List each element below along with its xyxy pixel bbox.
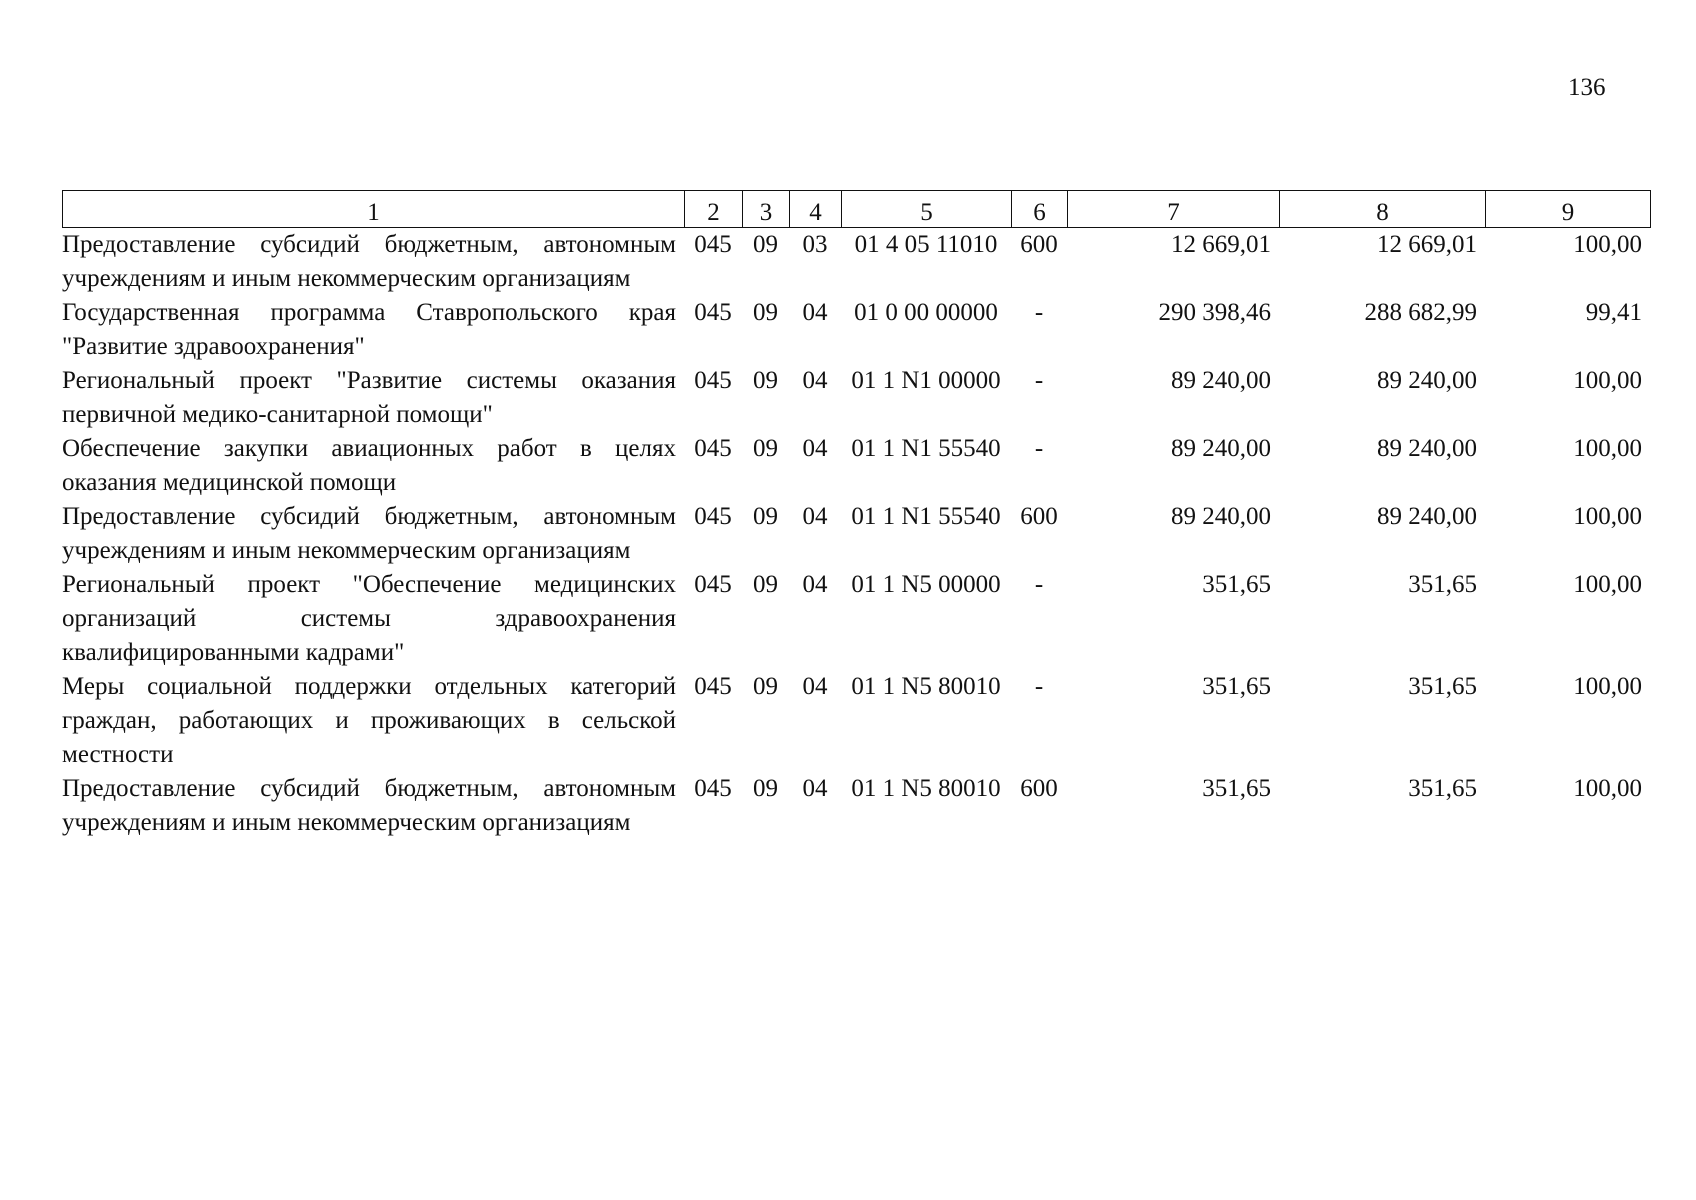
executed-amount: 89 240,00 [1377,503,1477,530]
admin-code: 045 [694,775,732,802]
subsection-code: 04 [802,299,828,326]
budget-table [62,228,1650,840]
executed-amount: 89 240,00 [1377,367,1477,394]
subsection-code: 04 [802,503,828,530]
target-article-code: 01 4 05 11010 [854,231,998,258]
item-name: Предоставление субсидий бюджетным, автономным учреждениям и иным некоммерческим организациям [62,231,676,292]
section-code: 09 [753,673,778,700]
expense-type-code: - [1034,367,1044,394]
section-code: 09 [753,571,778,598]
executed-amount: 351,65 [1408,571,1477,598]
table-row [62,670,1650,772]
table-row [62,772,1650,840]
target-article-code: 01 1 N5 80010 [851,673,1001,700]
item-name: Государственная программа Ставропольского края "Развитие здравоохранения" [62,299,676,360]
execution-percent: 100,00 [1573,367,1642,394]
table-row [62,228,1650,296]
item-name: Региональный проект "Развитие системы оказания первичной медико-санитарной помощи" [62,367,676,428]
column-header-7: 7 [1068,191,1280,228]
execution-percent: 100,00 [1573,231,1642,258]
subsection-code: 04 [802,367,828,394]
column-header-3: 3 [743,191,790,228]
table-row [62,296,1650,364]
planned-amount: 89 240,00 [1171,435,1271,462]
target-article-code: 01 1 N1 55540 [851,435,1001,462]
subsection-code: 04 [802,673,828,700]
admin-code: 045 [694,673,732,700]
execution-percent: 100,00 [1573,503,1642,530]
subsection-code: 03 [802,231,828,258]
planned-amount: 290 398,46 [1158,299,1271,326]
executed-amount: 288 682,99 [1364,299,1477,326]
section-code: 09 [753,231,778,258]
item-name: Предоставление субсидий бюджетным, автономным учреждениям и иным некоммерческим организациям [62,503,676,564]
expense-type-code: - [1034,571,1044,598]
admin-code: 045 [694,503,732,530]
column-header-row [63,191,1651,228]
column-header-9: 9 [1486,191,1651,228]
planned-amount: 351,65 [1202,571,1271,598]
table-row [62,500,1650,568]
planned-amount: 351,65 [1202,775,1271,802]
budget-table-body [62,228,1650,840]
item-name: Меры социальной поддержки отдельных категорий граждан, работающих и проживающих в сельской местности [62,673,676,768]
section-code: 09 [753,775,778,802]
section-code: 09 [753,299,778,326]
expense-type-code: 600 [1020,503,1058,530]
table-row [62,364,1650,432]
admin-code: 045 [694,231,732,258]
column-header-2: 2 [685,191,743,228]
table-row [62,432,1650,500]
section-code: 09 [753,367,778,394]
item-name: Обеспечение закупки авиационных работ в целях оказания медицинской помощи [62,435,676,496]
executed-amount: 351,65 [1408,673,1477,700]
column-header-6: 6 [1012,191,1068,228]
section-code: 09 [753,435,778,462]
page-number: 136 [1568,74,1606,101]
subsection-code: 04 [802,775,828,802]
target-article-code: 01 0 00 00000 [854,299,998,326]
admin-code: 045 [694,299,732,326]
subsection-code: 04 [802,435,828,462]
expense-type-code: - [1034,299,1044,326]
table-row [62,568,1650,670]
executed-amount: 351,65 [1408,775,1477,802]
planned-amount: 351,65 [1202,673,1271,700]
execution-percent: 100,00 [1573,571,1642,598]
section-code: 09 [753,503,778,530]
target-article-code: 01 1 N5 80010 [851,775,1001,802]
expense-type-code: - [1034,673,1044,700]
subsection-code: 04 [802,571,828,598]
execution-percent: 100,00 [1573,775,1642,802]
column-header-4: 4 [790,191,842,228]
target-article-code: 01 1 N5 00000 [851,571,1001,598]
expense-type-code: - [1034,435,1044,462]
executed-amount: 89 240,00 [1377,435,1477,462]
planned-amount: 89 240,00 [1171,503,1271,530]
column-header-table [62,190,1651,228]
target-article-code: 01 1 N1 00000 [851,367,1001,394]
column-header-5: 5 [842,191,1012,228]
executed-amount: 12 669,01 [1377,231,1477,258]
admin-code: 045 [694,367,732,394]
execution-percent: 99,41 [1585,299,1642,326]
item-name: Региональный проект "Обеспечение медицинских организаций системы здравоохранения квалифицированными кадрами" [62,571,676,666]
target-article-code: 01 1 N1 55540 [851,503,1001,530]
expense-type-code: 600 [1020,231,1058,258]
expense-type-code: 600 [1020,775,1058,802]
planned-amount: 89 240,00 [1171,367,1271,394]
item-name: Предоставление субсидий бюджетным, автономным учреждениям и иным некоммерческим организациям [62,775,676,836]
admin-code: 045 [694,435,732,462]
execution-percent: 100,00 [1573,435,1642,462]
execution-percent: 100,00 [1573,673,1642,700]
column-header-8: 8 [1280,191,1486,228]
planned-amount: 12 669,01 [1171,231,1271,258]
admin-code: 045 [694,571,732,598]
column-header-1: 1 [63,191,685,228]
